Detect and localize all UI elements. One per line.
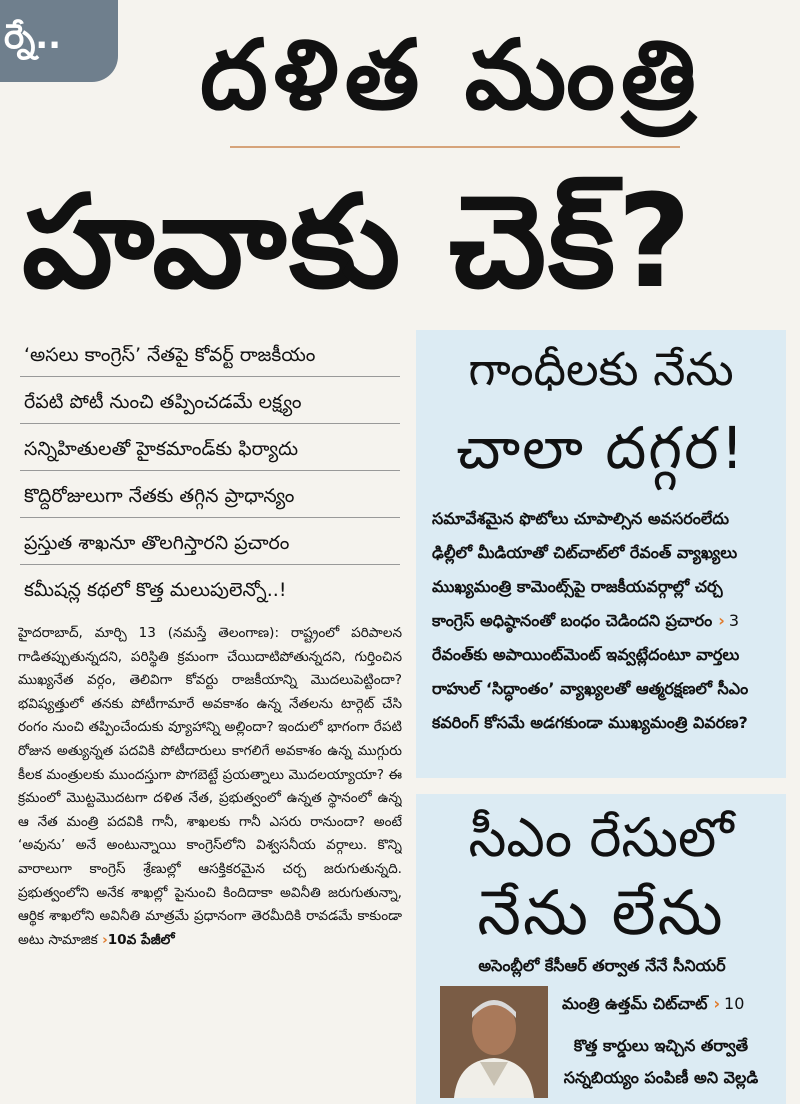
page-ref[interactable]: 3 [728,611,740,630]
subhead: రేపటి పోటీ నుంచి తప్పించడమే లక్ష్యం [20,377,400,424]
bullet-item [432,706,780,740]
photo-caption [562,990,772,1018]
subhead: కమీషన్ల కథలో కొత్త మలుపులెన్నో..! [24,579,287,601]
caption-sublines [546,1030,776,1094]
subhead: ‘అసలు కాంగ్రెస్’ నేతపై కోవర్ట్ రాజకీయం [20,330,400,377]
portrait-icon [440,986,548,1098]
subhead: కొద్దిరోజులుగా నేతకు తగ్గిన ప్రాధాన్యం [20,471,400,518]
headline-top: దళిత మంత్రి [200,19,702,131]
caption-text: మంత్రి ఉత్తమ్ చిట్‌చాట్ [562,994,708,1013]
page-ref[interactable]: 10 [724,994,745,1013]
sidebar-separator [416,778,786,794]
sidebar-headline-line1: గాంధీలకు నేను [468,342,734,396]
bullet-item [432,638,780,672]
bullet-text: కవరింగ్ కోసమే అడగకుండా ముఖ్యమంత్రి వివరణ? [432,713,748,732]
subhead: సన్నిహితులతో హైకమాండ్‌కు ఫిర్యాదు [20,424,400,471]
bullet-text: రేవంత్‌కు అపాయింట్‌మెంట్ ఇవ్వట్లేదంటూ వార్తలు [432,645,740,664]
article-text: హైదరాబాద్, మార్చి 13 (నమస్తే తెలంగాణ): రాష్ట్రంలో పరిపాలన గాడితప్పుతున్నదని, పరిస్థితి క్రమంగా చేయిదాటిపోతున్నదని, గుర్తించిన ముఖ్యనేత వర్గం, తెలివిగా కోవర్టు రాజకీయాన్ని మొదలుపెట్టిందా? భవిష్యత్తులో తనకు పోటీగామారే అవకాశం ఉన్న నేతలను టార్గెట్ చేసి రంగం నుంచి తప్పించేందుకు వ్యూహాన్ని అల్లిందా? ఇందులో భాగంగా రేపటి రోజున అత్యున్నత పదవికి పోటీదారులు కాగలిగే అవకాశం ఉన్న ముగ్గురు కీలక మంత్రులకు ముందస్తుగా పొగబెట్టే ప్రయత్నాలు మొదలయ్యాయా? ఈ క్రమంలో మొట్టమొదటగా దళిత నేత, ప్రభుత్వంలో ఉన్నత స్థానంలో ఉన్న ఆ నేత మంత్రి పదవికి గానీ, శాఖలకు గానీ ఎసరు రానుందా? అంటే ‘అవును’ అనే అంటున్నాయి కాంగ్రెస్‌లోని విశ్వసనీయ వర్గాలు. కొన్ని వారాలుగా కాంగ్రెస్ శ్రేణుల్లో ఆసక్తికరమైన చర్చ జరుగుతున్నది. ప్రభుత్వంలోని అనేక శాఖల్లో పైనుంచి కిందిదాకా అవినీతి జరుగుతున్నా, ఆర్థిక శాఖలోని అవినీతి మాత్రమే ప్రధానంగా తెరమీదికి రావడమే కాకుండా అటు సామాజిక [18,625,402,948]
headline-main: హవాకు చెక్? [22,168,694,317]
bullet-item [432,570,780,604]
bullet-item [432,604,780,638]
subheads-list [20,330,400,611]
bullet-text: ముఖ్యమంత్రి కామెంట్స్‌పై రాజకీయవర్గాల్లో చర్చ [432,577,723,596]
bullet-text: సమావేశమైన ఫొటోలు చూపాల్సిన అవసరంలేదు [432,509,730,528]
continued-label: 10వ పేజీలో [107,931,175,948]
bullet-item [432,536,780,570]
caption-subline: సన్నబియ్యం పంపిణీ అని వెల్లడి [563,1068,759,1087]
sidebar-subline: అసెంబ్లీలో కేసీఆర్ తర్వాత నేనే సీనియర్ [478,956,726,975]
chevron-right-icon: › [713,994,721,1013]
subhead: ప్రస్తుత శాఖనూ తొలగిస్తారని ప్రచారం [20,518,400,565]
continued-link[interactable] [102,932,175,948]
sidebar-headline2-line1: సీఎం రేసులో [468,806,734,869]
sidebar-headline-line2: చాలా దగ్గర! [456,414,746,482]
minister-photo [440,986,548,1098]
sidebar-box [416,330,786,1104]
chevron-right-icon: › [718,611,725,630]
bullet-text: రాహుల్ ‘సిద్ధాంతం’ వ్యాఖ్యలతో ఆత్మరక్షణలో సీఎం [432,679,749,698]
bullet-text: కాంగ్రెస్ అధిష్ఠానంతో బంధం చెడిందని ప్రచారం [432,611,713,630]
chevron-right-icon: › [102,931,108,948]
section-tab: ర్నే.. [0,0,118,82]
sidebar-headline2-line2: నేను లేను [477,876,725,949]
bullet-text: ఢిల్లీలో మీడియాతో చిట్‌చాట్‌లో రేవంత్ వ్యాఖ్యలు [432,543,738,562]
headline-divider [230,146,680,148]
bullet-item [432,502,780,536]
article-body [18,622,402,1094]
bullet-item [432,672,780,706]
caption-subline: కొత్త కార్డులు ఇచ్చిన తర్వాతే [573,1036,749,1055]
sidebar-bullets [432,502,780,740]
